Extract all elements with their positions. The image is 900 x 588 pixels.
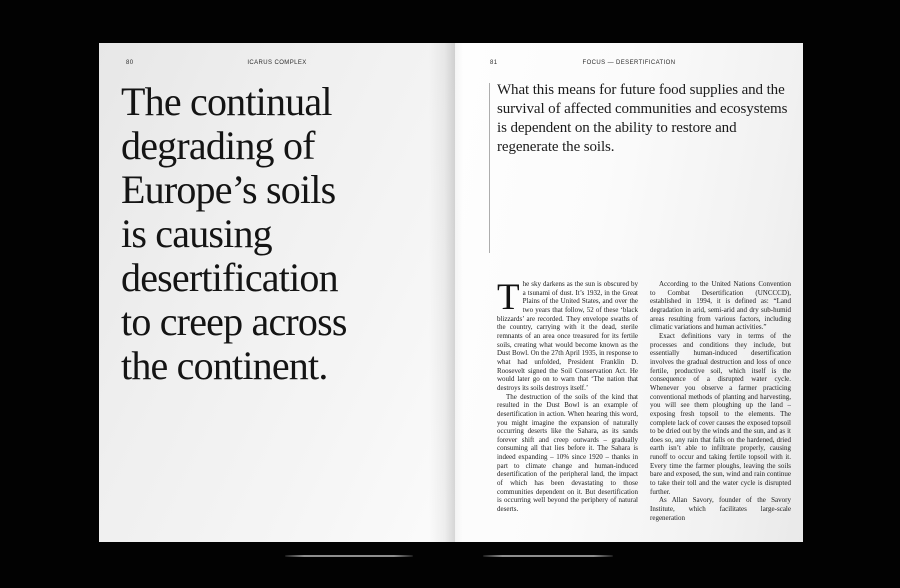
headline-line: The continual	[121, 79, 332, 124]
body-paragraph: The destruction of the soils of the kind that resulted in the Dust Bowl is an example of desertification in action. When hearing this word, you might imagine the expansion of naturally occurring deserts like the Sahara, as its sands forever shift and creep outwards – gradually consuming all that lies before it. The Sahara is indeed expanding – 10% since 1920 – thanks in part to climate change and human-induced desertification of the peripheral land, the impact of which has been devastating to those communities dependent on it. But desertification is occurring well beyond the periphery of natural deserts.	[497, 392, 638, 514]
page-edge-reflection-left	[285, 555, 413, 557]
right-page-number: 81	[490, 60, 498, 66]
headline-line: to creep across	[121, 299, 347, 344]
right-page	[455, 43, 803, 542]
body-paragraph: As Allan Savory, founder of the Savory Institute, which facilitates large-scale regeneration	[650, 496, 791, 522]
left-page	[99, 43, 455, 542]
left-running-head: ICARUS COMPLEX	[247, 60, 307, 66]
left-page-number: 80	[126, 60, 134, 66]
headline-line: the continent.	[121, 343, 328, 388]
standfirst-rule	[489, 83, 490, 253]
page-edge-reflection-right	[483, 555, 613, 557]
paragraph-text: he sky darkens as the sun is obscured by a tsunami of dust. It’s 1932, in the Great Plains of the United States, and over the two years that follow, 52 of these ‘black blizzards’ are recorded. They envelope swaths of the country, carrying with it the dead, sterile remnants of an area once treasured for its fertile soils, creating what would become known as the Dust Bowl. On the 27th April 1935, in response to what had unfolded, President Franklin D. Roosevelt signed the Soil Conservation Act. He would later go on to warn that ‘The nation that destroys its soils destroys itself.’	[497, 280, 638, 392]
standfirst: What this means for future food supplies and the survival of affected communities and ecosystems is dependent on the ability to restore and regenerate the soils.	[497, 82, 788, 155]
headline-line: desertification	[121, 255, 338, 300]
body-column-2	[650, 280, 791, 528]
body-column-1	[497, 280, 638, 528]
headline-line: degrading of	[121, 123, 315, 168]
gutter-shadow	[429, 43, 455, 542]
pull-quote-headline	[121, 80, 347, 388]
drop-cap: T	[497, 280, 520, 318]
headline-line: is causing	[121, 211, 272, 256]
body-paragraph: Exact definitions vary in terms of the processes and conditions they include, but essentially human-induced desertification involves the gradual destruction and loss of once fertile, productive soil, which itself is the consequence of a disrupted water cycle. Whenever you observe a farmer practicing conventional methods of planting and harvesting, you will see them ploughing up the land – exposing fresh topsoil to the elements. The complete lack of cover causes the exposed topsoil to be dried out by the winds and the sun, and as it does so, any rain that falls on the hardened, dried earth isn’t able to infiltrate properly, causing runoff to occur and taking fertile topsoil with it. Every time the farmer ploughs, leaving the soils bare and exposed, the sun, wind and rain continue to take their toll and the water cycle is disrupted further.	[650, 331, 791, 496]
body-paragraph	[497, 280, 638, 393]
headline-line: Europe’s soils	[121, 167, 336, 212]
right-running-head: FOCUS — DESERTIFICATION	[582, 60, 676, 66]
fold-edge-shade	[455, 43, 463, 542]
body-paragraph: According to the United Nations Convention to Combat Desertification (UNCCCD), established in 1994, it is defined as: “Land degradation in arid, semi-arid and dry sub-humid areas resulting from various factors, including climatic variations and human activities.”	[650, 280, 791, 332]
